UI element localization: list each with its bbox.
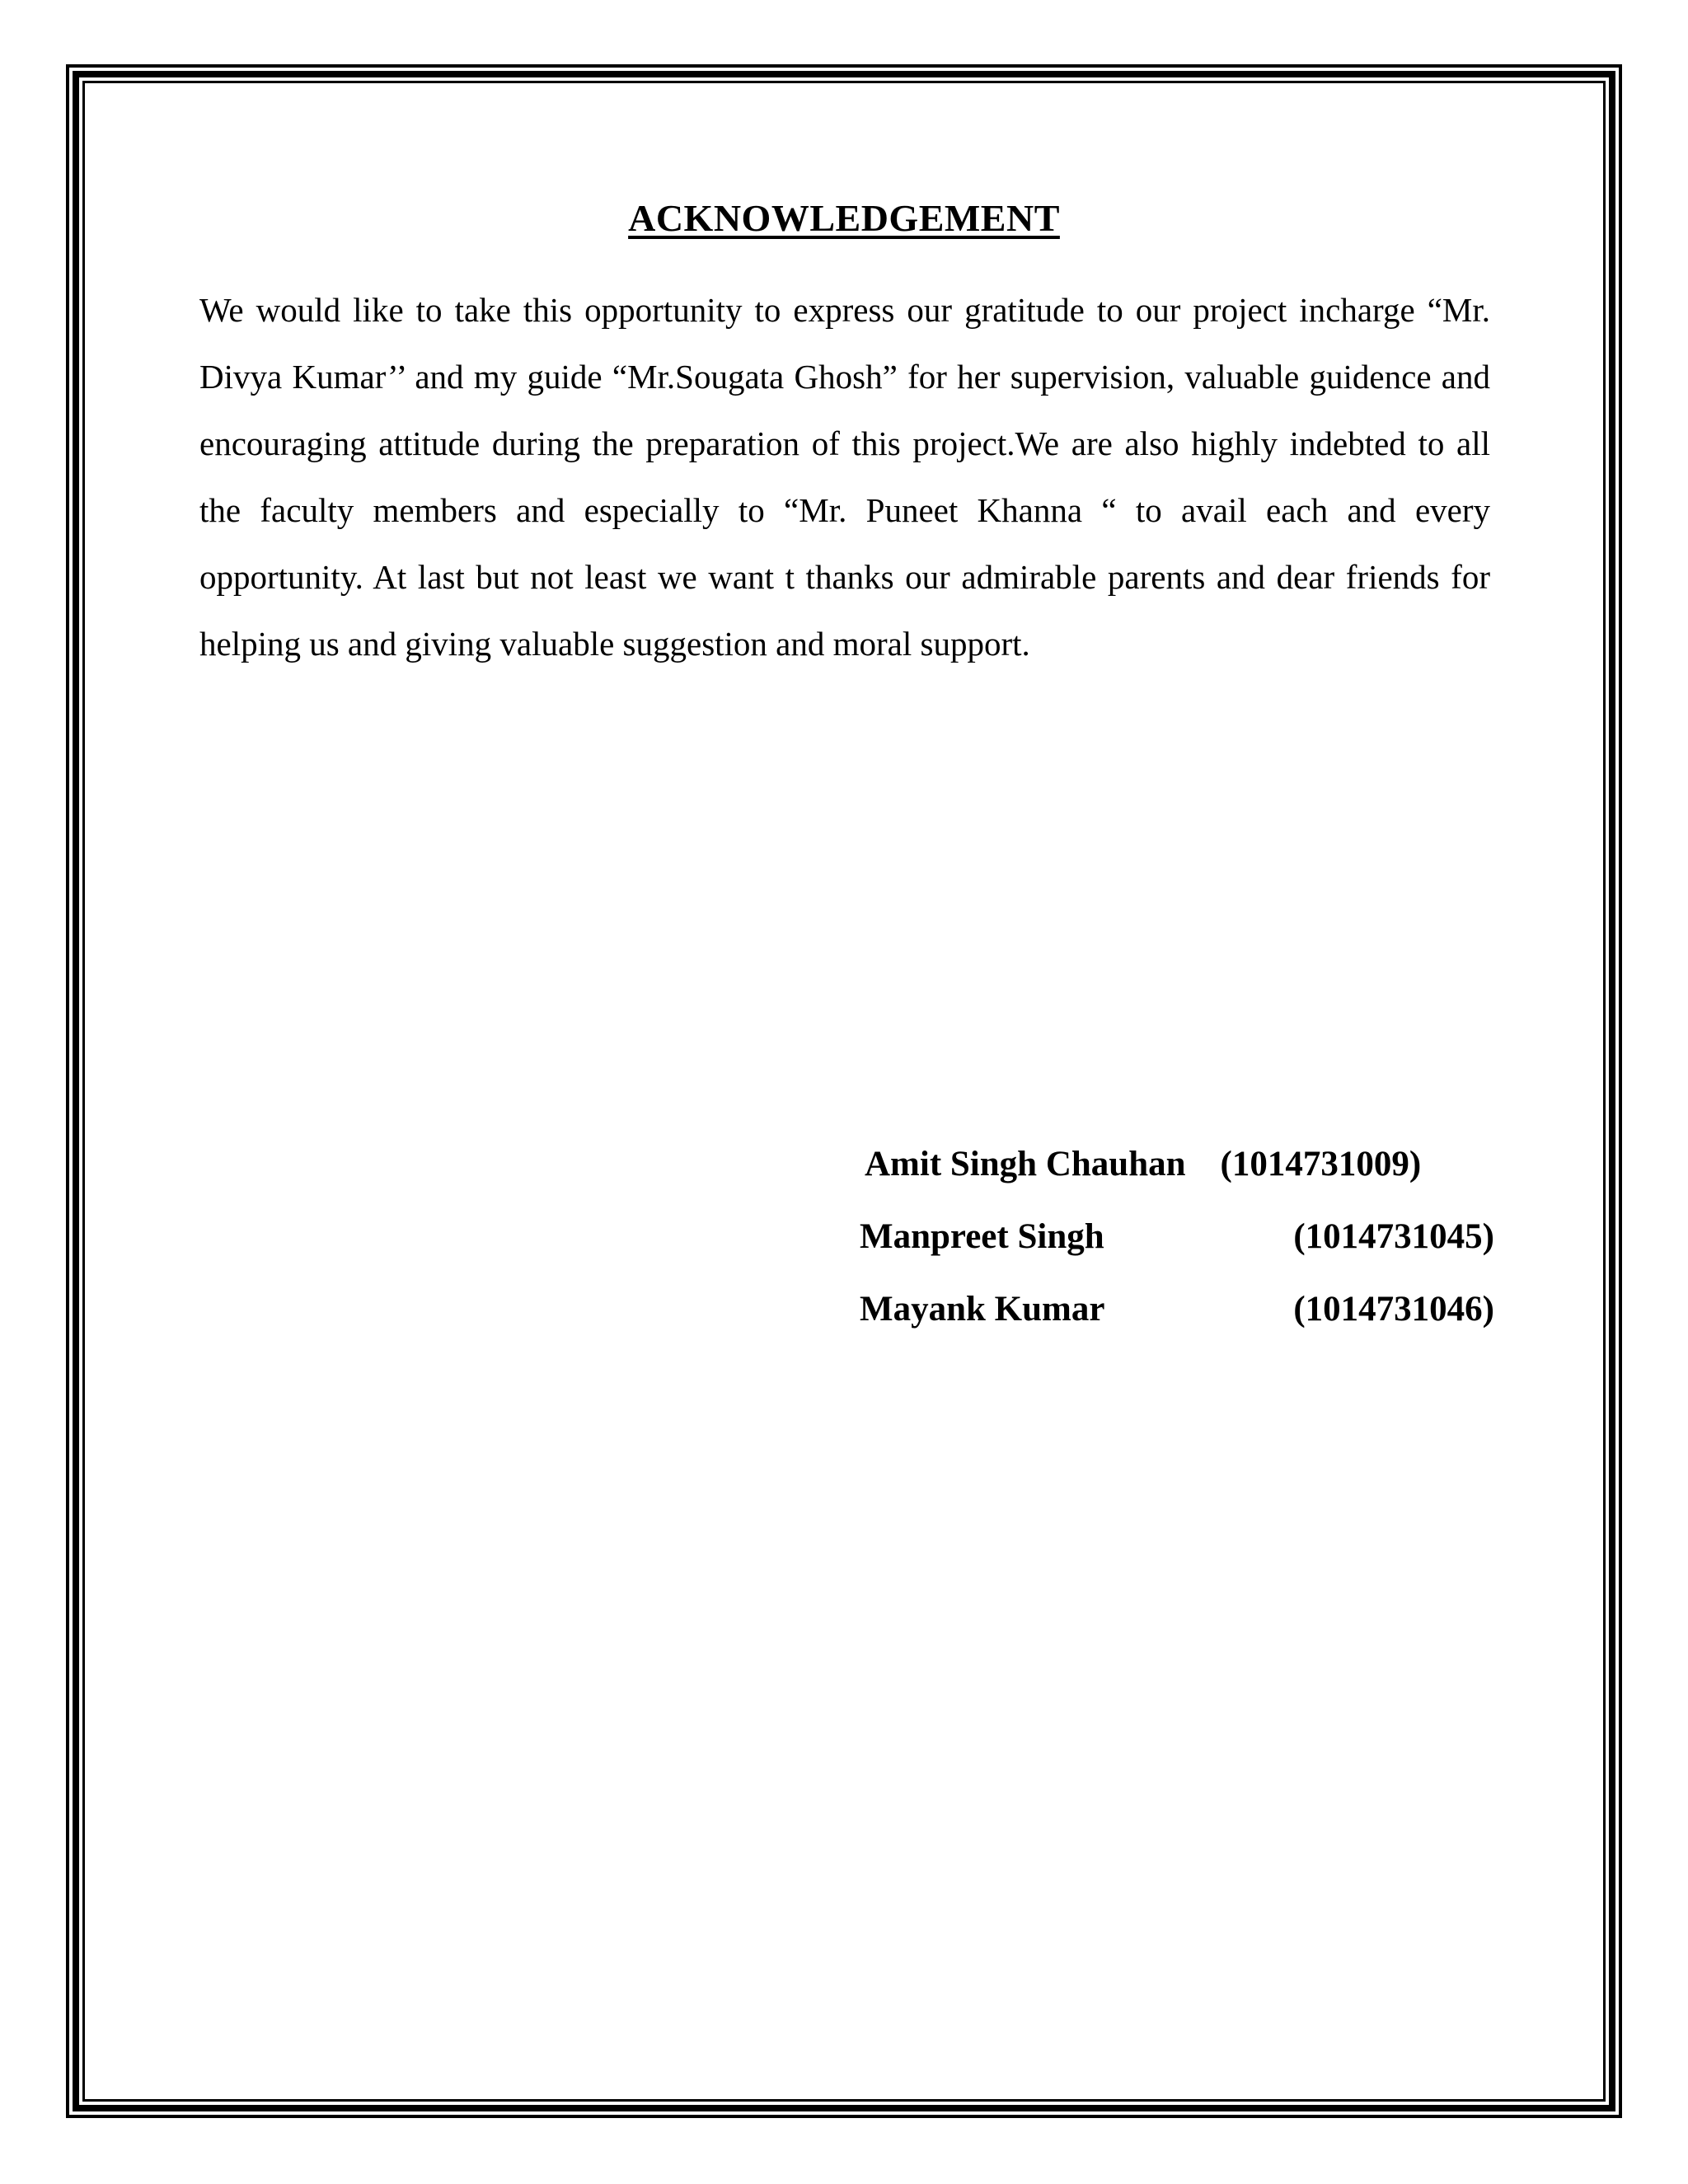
page-title: ACKNOWLEDGEMENT <box>628 197 1060 239</box>
signatory-row <box>860 1289 1494 1361</box>
acknowledgement-paragraph: We would like to take this opportunity to express our gratitude to our project incharge “Mr. Divya Kumar’’ and my guide “Mr.Sougata Ghosh” for her supervision, valuable guidence and encouraging attitude during the preparation of this project.We are also highly indebted to all the faculty members and especially to “Mr. Puneet Khanna “ to avail each and every opportunity. At last but not least we want t thanks our admirable parents and dear friends for helping us and giving valuable suggestion and moral support. <box>199 291 1490 663</box>
signatory-list <box>860 1144 1494 1361</box>
signatory-name: Amit Singh Chauhan <box>865 1145 1186 1183</box>
signatory-row <box>860 1216 1494 1289</box>
signatory-row <box>860 1144 1494 1216</box>
signatory-roll-number: (1014731009) <box>1220 1145 1422 1183</box>
signatory-name: Mayank Kumar <box>860 1290 1105 1329</box>
signatory-roll-number: (1014731046) <box>1293 1290 1494 1329</box>
signatory-roll-number: (1014731045) <box>1293 1217 1494 1256</box>
signatory-name: Manpreet Singh <box>860 1217 1104 1256</box>
